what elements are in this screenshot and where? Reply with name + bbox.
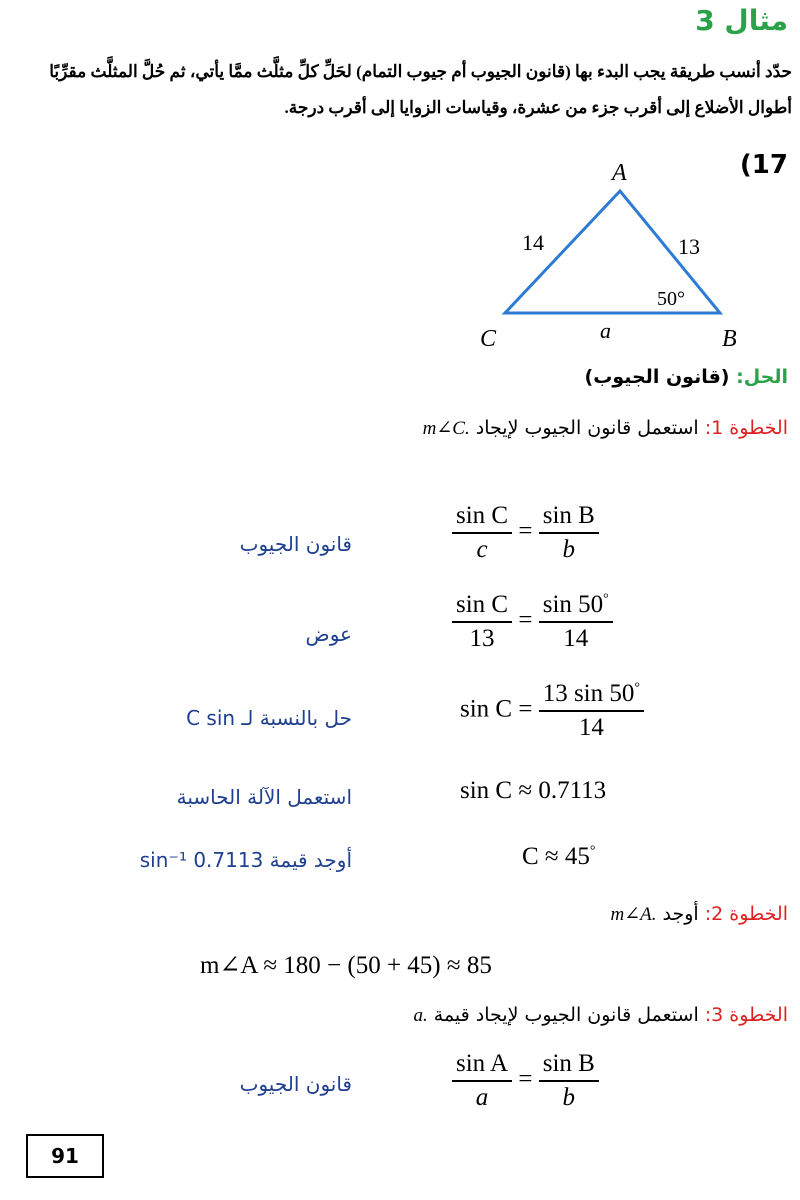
- solution-label: الحل:: [736, 366, 788, 388]
- row-4-label: استعمل الآلة الحاسبة: [176, 785, 352, 809]
- step-3-label: الخطوة 3:: [704, 1004, 788, 1026]
- page-number: 91: [26, 1134, 104, 1178]
- side-ab-label: 13: [678, 234, 700, 259]
- row-6-equation: $\frac{\text{sin A}}{a}$ = $\frac{\text{sin B}}{b}$: [452, 1050, 599, 1112]
- row-6-den-right: b: [562, 1084, 576, 1111]
- step-3: [413, 1004, 788, 1027]
- row-3-den-right: 14: [578, 714, 604, 741]
- problem-number: (17: [739, 150, 788, 180]
- angle-b-label: 50°: [657, 288, 685, 310]
- solution-method: (قانون الجيوب): [584, 366, 730, 388]
- step-2: [610, 903, 788, 926]
- row-2-num-left: sin C: [452, 591, 512, 623]
- row-2-label: عوض: [305, 622, 352, 646]
- instructions: حدّد أنسب طريقة يجب البدء بها (قانون الجيوب أم جيوب التمام) لحَلِّ كلِّ مثلَّث ممَّا يأتي، ثم حُلَّ المثلَّث مقرِّبًا أطوال الأضلاع إلى أقرب جزء من عشرة، وقياسات الزوايا إلى أقرب درجة.: [49, 62, 792, 117]
- row-6-num-left: sin A: [452, 1050, 512, 1082]
- row-6-num-right: sin B: [539, 1050, 599, 1082]
- step-2-equation: m∠A ≈ 180 − (50 + 45) ≈ 85: [200, 952, 492, 979]
- side-bc-label: a: [600, 318, 611, 343]
- row-1-den-right: b: [562, 536, 576, 563]
- row-3-num-right: 13 sin 50: [542, 680, 635, 707]
- row-2-num-right: sin 50: [542, 591, 604, 618]
- row-4-equation: sin C ≈ 0.7113: [460, 777, 607, 804]
- step-1: [423, 417, 788, 440]
- row-2-den-right: 14: [563, 625, 589, 652]
- step-1-text: استعمل قانون الجيوب لإيجاد: [475, 417, 699, 439]
- vertex-b-label: B: [722, 326, 737, 352]
- vertex-a-label: A: [612, 160, 627, 186]
- row-1-num-right: sin B: [539, 502, 599, 534]
- vertex-c-label: C: [480, 326, 497, 352]
- row-3-label: حل بالنسبة لـ C sin: [186, 706, 352, 730]
- row-5-label: أوجد قيمة sin⁻¹ 0.7113: [139, 848, 352, 872]
- step-2-text: أوجد: [662, 903, 699, 925]
- row-2-equation: $\frac{\text{sin C}}{13}$ = $\frac{\sin 50^\circ}{14}$: [452, 591, 613, 653]
- step-1-target: m∠C.: [422, 418, 470, 439]
- step-3-text: استعمل قانون الجيوب لإيجاد قيمة: [433, 1004, 699, 1026]
- row-6-den-left: a: [475, 1084, 489, 1111]
- step-2-label: الخطوة 2:: [704, 903, 788, 925]
- row-1-equation: $\frac{\text{sin C}}{c}$ = $\frac{\text{sin B}}{b}$: [452, 502, 599, 564]
- triangle-figure: [460, 150, 760, 360]
- solution-heading: [585, 366, 788, 388]
- row-3-lhs: sin C =: [460, 695, 533, 723]
- row-1-label: قانون الجيوب: [239, 532, 352, 556]
- row-1-den-left: c: [476, 536, 488, 563]
- row-1-num-left: sin C: [452, 502, 512, 534]
- row-3-equation: sin C = $\frac{13 \sin 50^\circ}{14}$: [460, 680, 644, 742]
- row-6-label: قانون الجيوب: [239, 1072, 352, 1096]
- row-5-equation: C ≈ 45°: [522, 843, 596, 870]
- step-2-target: m∠A.: [610, 904, 657, 925]
- row-2-den-left: 13: [469, 625, 495, 652]
- step-3-target: a.: [413, 1005, 428, 1026]
- example-title: مثال 3: [695, 4, 788, 37]
- step-1-label: الخطوة 1:: [704, 417, 788, 439]
- side-ac-label: 14: [522, 230, 544, 255]
- row-5-expr: C ≈ 45: [522, 843, 590, 870]
